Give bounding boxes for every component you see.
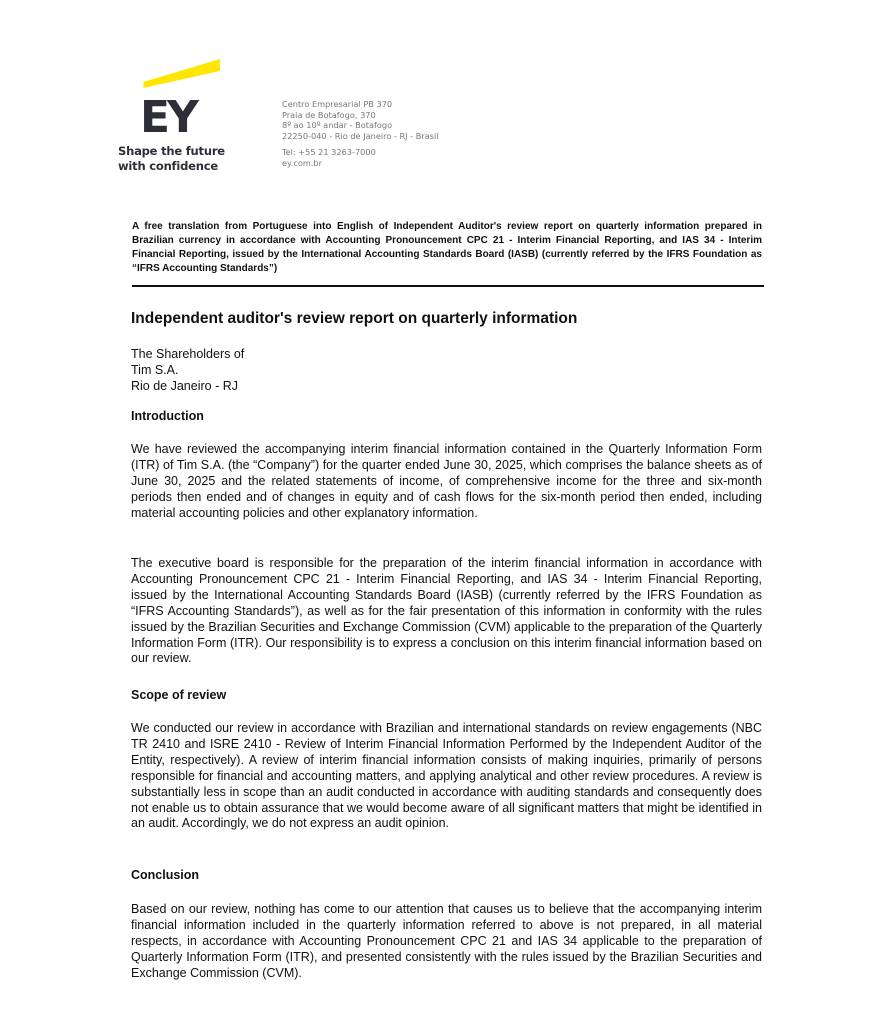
address-website: ey.com.br <box>282 157 322 168</box>
conclusion-paragraph: Based on our review, nothing has come to our attention that causes us to believe that the accompanying interim financial information included in the quarterly information referred to above is not prepared, in all material respects, in accordance with Accounting Pronouncement CPC 21 and IAS 34 applicable to the preparation of Quarterly Information Form (ITR), and presented consistently with the rules issued by the Brazilian Securities and Exchange Commission (CVM). <box>131 902 762 980</box>
scope-heading: Scope of review <box>131 688 227 702</box>
brand-tagline <box>118 144 233 174</box>
address-line-2: Praia de Botafogo, 370 <box>282 109 376 120</box>
addressee <box>131 346 244 394</box>
address-phone: Tel: +55 21 3263-7000 <box>282 147 376 157</box>
office-address <box>282 99 439 168</box>
address-line-3: 8º ao 10º andar - Botafogo <box>282 120 393 130</box>
header-divider <box>132 285 764 287</box>
address-line-1: Centro Empresarial PB 370 <box>282 99 393 109</box>
ey-logo-beam <box>143 59 220 88</box>
address-line-4: 22250-040 - Rio de Janeiro - RJ - Brasil <box>282 130 439 141</box>
translation-note: A free translation from Portuguese into English of Independent Auditor's review report on quarterly information prepared in Brazilian currency in accordance with Accounting Pronouncement CPC 21 - Interim Financial Reporting, and IAS 34 - Interim Financial Reporting, issued by the International Accounting Standards Board (IASB) (currently referred by the IFRS Foundation as “IFRS Accounting Standards”) <box>132 221 762 274</box>
addressee-line-1: The Shareholders of <box>131 347 245 361</box>
ey-logo-mark <box>140 58 220 136</box>
introduction-paragraph-2: The executive board is responsible for the preparation of the interim financial information in accordance with Accounting Pronouncement CPC 21 - Interim Financial Reporting, and IAS 34 - Interim Financial Reporting, issued by the International Accounting Standards Board (IASB) (currently referred by the IFRS Foundation as “IFRS Accounting Standards”), as well as for the fair presentation of this information in conformity with the rules issued by the Brazilian Securities and Exchange Commission (CVM) applicable to the preparation of the Quarterly Information Form (ITR). Our responsibility is to express a conclusion on this interim financial information based on our review. <box>131 556 762 666</box>
tagline-line-1: Shape the future <box>118 144 225 158</box>
scope-paragraph: We conducted our review in accordance with Brazilian and international standards on review engagements (NBC TR 2410 and ISRE 2410 - Review of Interim Financial Information Performed by the Independent Auditor of the Entity, respectively). A review of interim financial information consists of making inquiries, primarily of persons responsible for financial and accounting matters, and applying analytical and other review procedures. A review is substantially less in scope than an audit conducted in accordance with auditing standards and consequently does not enable us to obtain assurance that we would become aware of all significant matters that might be identified in an audit. Accordingly, we do not express an audit opinion. <box>131 721 762 831</box>
tagline-line-2: with confidence <box>118 159 218 173</box>
ey-logo-letters: EY <box>140 92 196 136</box>
introduction-heading: Introduction <box>131 409 204 423</box>
conclusion-heading: Conclusion <box>131 868 200 882</box>
addressee-line-2: Tim S.A. <box>131 363 179 377</box>
report-title: Independent auditor's review report on quarterly information <box>131 310 578 327</box>
addressee-line-3: Rio de Janeiro - RJ <box>131 379 238 393</box>
introduction-paragraph-1: We have reviewed the accompanying interim financial information contained in the Quarterly Information Form (ITR) of Tim S.A. (the “Company”) for the quarter ended June 30, 2025, which comprises the balance sheets as of June 30, 2025 and the related statements of income, of comprehensive income for the three and six-month periods then ended and of changes in equity and of cash flows for the six-month period then ended, including material accounting policies and other explanatory information. <box>131 442 762 520</box>
